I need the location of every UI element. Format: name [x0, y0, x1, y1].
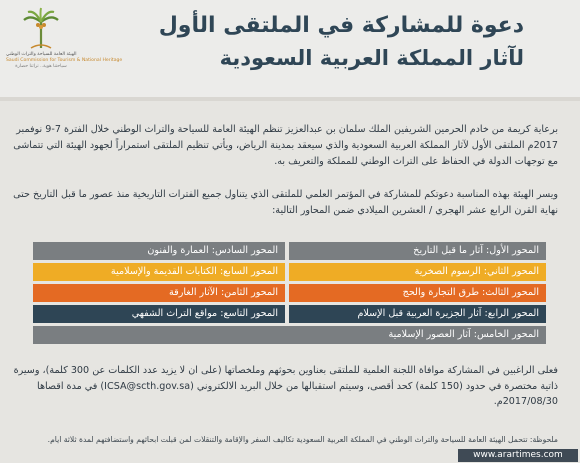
- axis-9-bar: المحور التاسع: مواقع التراث الشفهي: [33, 305, 285, 323]
- header-band: [0, 0, 580, 97]
- invitation-paragraph: ويسر الهيئة بهذه المناسبة دعوتكم للمشاركة في المؤتمر العلمي للملتقى الذي يتناول جميع الفترات التاريخية منذ عصور ما قبل التاريخ حتى نهاية القرن الرابع عشر الهجري / العشرين الميلادي ضمن المحاور التالية:: [13, 189, 558, 216]
- axis-2-bar: المحور الثاني: الرسوم الصخرية: [289, 263, 546, 281]
- axis-6-bar: المحور السادس: العمارة والفنون: [33, 242, 285, 260]
- scth-logo: [6, 8, 123, 86]
- axis-4-bar: المحور الرابع: آثار الجزيرة العربية قبل الإسلام: [289, 305, 546, 323]
- submission-paragraph: فعلى الراغبين في المشاركة موافاة اللجنة العلمية للملتقى بعناوين بحوثهم وملخصاتها (على ان لا يزيد عدد الكلمات عن 300 كلمة)، وسيرة ذاتية مختصرة في حدود (150 كلمة) كحد أقصى، وسيتم استقبالها من خلال البريد الالكتروني (ICSA@scth.gov.sa) في مدة اقصاها 2017/08/30م.: [13, 365, 558, 407]
- logo-tagline: سياحتنا هوية.. تراثنا حضارة: [15, 64, 67, 69]
- axis-7-bar: المحور السابع: الكتابات القديمة والإسلامية: [33, 263, 285, 281]
- palm-tree-icon: [21, 8, 61, 52]
- logo-name-ar: الهيئة العامة للسياحة والتراث الوطني: [6, 52, 77, 57]
- axis-3-bar: المحور الثالث: طرق التجارة والحج: [289, 284, 546, 302]
- intro-paragraph: برعاية كريمة من خادم الحرمين الشريفين الملك سلمان بن عبدالعزيز تنظم الهيئة العامة للسياحة والتراث الوطني خلال الفترة 7-9 نوفمبر 2017م الملتقى الأول لآثار المملكة العربية السعودية والذي سيعقد بمدينة الرياض، ويأتي تنظيم الملتقى استمراراً لجهود الهيئة التي تتماشى مع توجهات الدولة في الحفاظ على التراث الوطني للمملكة والتعريف به.: [13, 124, 558, 167]
- page-title-line1: دعوة للمشاركة في الملتقى الأول: [158, 13, 524, 38]
- axis-1-bar: المحور الأول: آثار ما قبل التاريخ: [289, 242, 546, 260]
- note-text: ملحوظة: تتحمل الهيئة العامة للسياحة والتراث الوطني في المملكة العربية السعودية تكاليف السفر والإقامة والتنقلات لمن قبلت ابحاثهم واستضافتهم لمدة ثلاثة ايام.: [47, 435, 558, 444]
- header-divider: [0, 97, 580, 101]
- page-title-line2: لآثار المملكة العربية السعودية: [219, 46, 524, 70]
- axis-8-bar: المحور الثامن: الآثار الغارقة: [33, 284, 285, 302]
- axes-list: [33, 242, 546, 347]
- axis-5-bar: المحور الخامس: آثار العصور الإسلامية: [33, 326, 546, 344]
- logo-name-en: Saudi Commission for Tourism & National Heritage: [6, 58, 123, 63]
- site-watermark: www.arartimes.com: [458, 449, 578, 462]
